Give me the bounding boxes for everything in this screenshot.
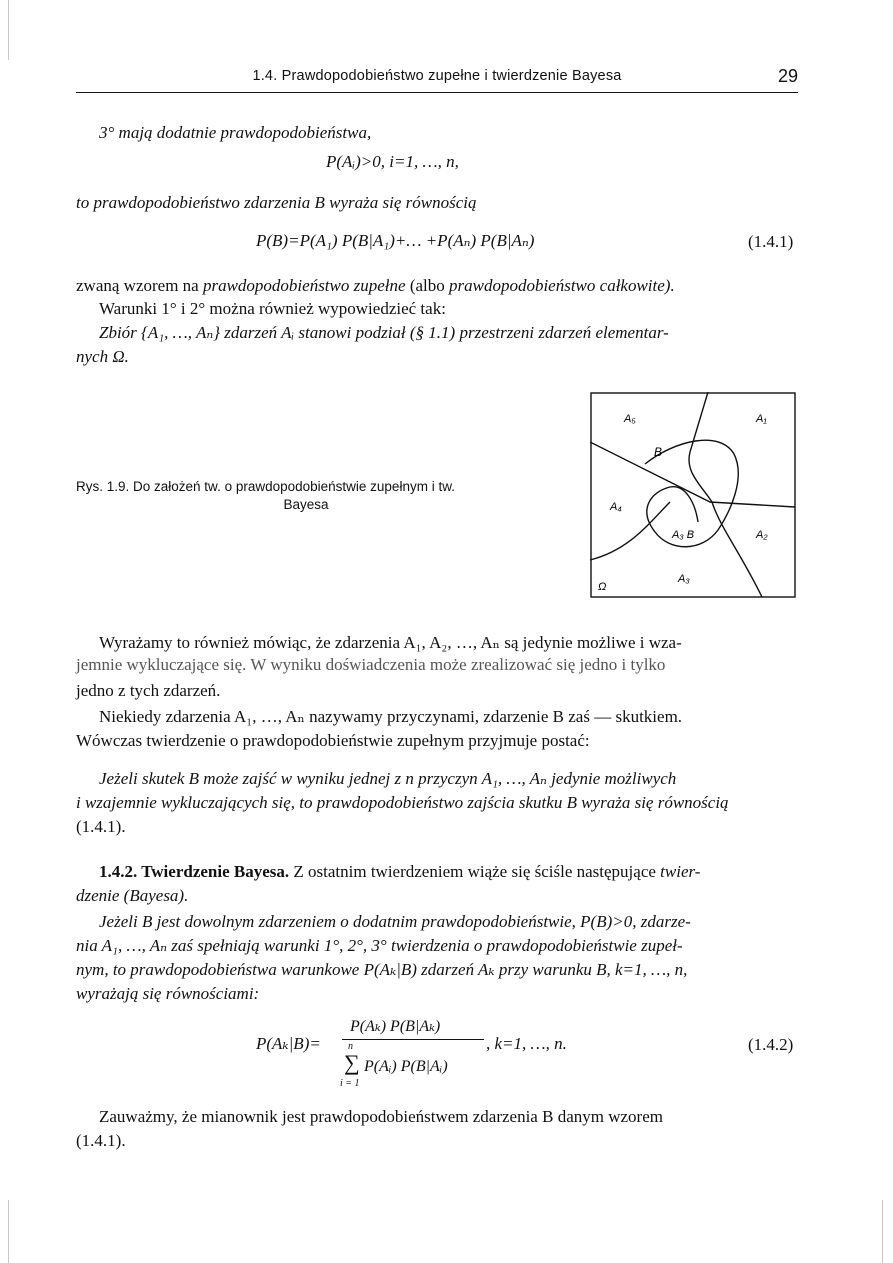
bayes-theorem-line-2: nia A₁, …, Aₙ zaś spełniają warunki 1°, 2°, 3° twierdzenia o prawdopodobieństwie zupeł- (76, 936, 683, 955)
bayes-heading: 1.4.2. Twierdzenie Bayesa. (99, 862, 290, 881)
express-line-3: jedno z tych zdarzeń. (76, 681, 221, 700)
text-span: zwaną wzorem na (76, 276, 199, 295)
fraction-bar (342, 1039, 484, 1040)
causes-line-1: Niekiedy zdarzenia A₁, …, Aₙ nazywamy przyczynami, zdarzenie B zaś — skutkiem. (99, 707, 683, 726)
bayes-theorem-line-1: Jeżeli B jest dowolnym zdarzeniem o dodatnim prawdopodobieństwie, P(B)>0, zdarze- (99, 912, 691, 931)
scan-edge (8, 1200, 9, 1263)
label-a3b: A₃ B (672, 529, 695, 541)
text-span: twier- (660, 862, 701, 881)
then-statement: to prawdopodobieństwo zdarzenia B wyraża się równością (76, 193, 477, 212)
bayes-theorem-line-4: wyrażają się równościami: (76, 984, 260, 1003)
text-span: prawdopodobieństwo całkowite). (449, 276, 675, 295)
caption-line-1: Rys. 1.9. Do założeń tw. o prawdopodobieństwie zupełnym i tw. (76, 479, 455, 494)
condition-3: 3° mają dodatnie prawdopodobieństwa, (99, 123, 372, 142)
eq-numerator: P(Aₖ) P(B|Aₖ) (350, 1018, 441, 1035)
conditions-statement: Warunki 1° i 2° można również wypowiedzieć tak: (99, 299, 446, 318)
eq-lhs: P(Aₖ|B)= (256, 1034, 321, 1053)
text-span: Z ostatnim twierdzeniem wiąże się ściśle następujące (293, 862, 656, 881)
label-a1: A₁ (756, 413, 767, 425)
text-span: (albo (409, 276, 445, 295)
partition-curve (689, 392, 762, 597)
condition-equation: P(Aᵢ)>0, i=1, …, n, (326, 152, 459, 171)
running-header (76, 66, 798, 92)
partition-line-2: nych Ω. (76, 347, 129, 366)
eq-denominator: P(Aᵢ) P(B|Aᵢ) (364, 1058, 448, 1075)
partition-figure (590, 392, 796, 598)
express-line-2: jemnie wykluczające się. W wyniku doświadczenia może zrealizować się jedno i tylko (76, 655, 666, 674)
theorem-1-line-2: i wzajemnie wykluczających się, to prawdopodobieństwo zajścia skutku B wyraża się równością (76, 793, 729, 812)
page-number: 29 (777, 66, 798, 86)
label-a3: A₃ (678, 573, 690, 585)
sum-upper-limit: n (348, 1041, 353, 1052)
caption-line-2: Bayesa (283, 497, 329, 512)
equation-1-4-1: P(B)=P(A₁) P(B|A₁)+… +P(Aₙ) P(B|Aₙ) (256, 231, 535, 250)
figure-caption (76, 478, 576, 514)
express-line-1: Wyrażamy to również mówiąc, że zdarzenia A₁, A₂, …, Aₙ są jedynie możliwe i wza- (99, 633, 682, 652)
bayes-theorem-line-3: nym, to prawdopodobieństwa warunkowe P(Aₖ|B) zdarzeń Aₖ przy warunku B, k=1, …, n, (76, 960, 688, 979)
scan-edge (882, 1200, 883, 1263)
label-omega: Ω (598, 581, 607, 593)
note-line-2: (1.4.1). (76, 1131, 126, 1150)
theorem-1-line-1: Jeżeli skutek B może zajść w wyniku jednej z n przyczyn A₁, …, Aₙ jedynie możliwych (99, 769, 677, 788)
text-span: prawdopodobieństwo zupełne (202, 276, 406, 295)
equation-number-1-4-2: (1.4.2) (748, 1035, 794, 1054)
bayes-line-2: dzenie (Bayesa). (76, 886, 189, 905)
scan-edge (8, 0, 9, 60)
label-a4: A₄ (610, 501, 622, 513)
eq-rhs: , k=1, …, n. (486, 1034, 567, 1053)
section-title: 1.4. Prawdopodobieństwo zupełne i twierdzenie Bayesa (252, 68, 622, 84)
note-line-1: Zauważmy, że mianownik jest prawdopodobieństwem zdarzenia B danym wzorem (99, 1107, 663, 1126)
partition-line-1: Zbiór {A₁, …, Aₙ} zdarzeń Aᵢ stanowi podział (§ 1.1) przestrzeni zdarzeń elementar- (99, 323, 669, 342)
equation-number-1-4-1: (1.4.1) (748, 232, 794, 251)
total-probability-name (76, 275, 798, 297)
partition-curve (590, 502, 670, 560)
header-rule (76, 92, 798, 93)
causes-line-2: Wówczas twierdzenie o prawdopodobieństwie zupełnym przyjmuje postać: (76, 731, 590, 750)
label-a5: A₅ (624, 413, 636, 425)
sum-lower-limit: i = 1 (340, 1078, 360, 1089)
sum-sign: ∑ (344, 1050, 360, 1075)
label-b: B (654, 445, 663, 459)
bayes-heading-line (99, 861, 700, 883)
label-a2: A₂ (756, 529, 768, 541)
theorem-1-line-3: (1.4.1). (76, 817, 126, 836)
